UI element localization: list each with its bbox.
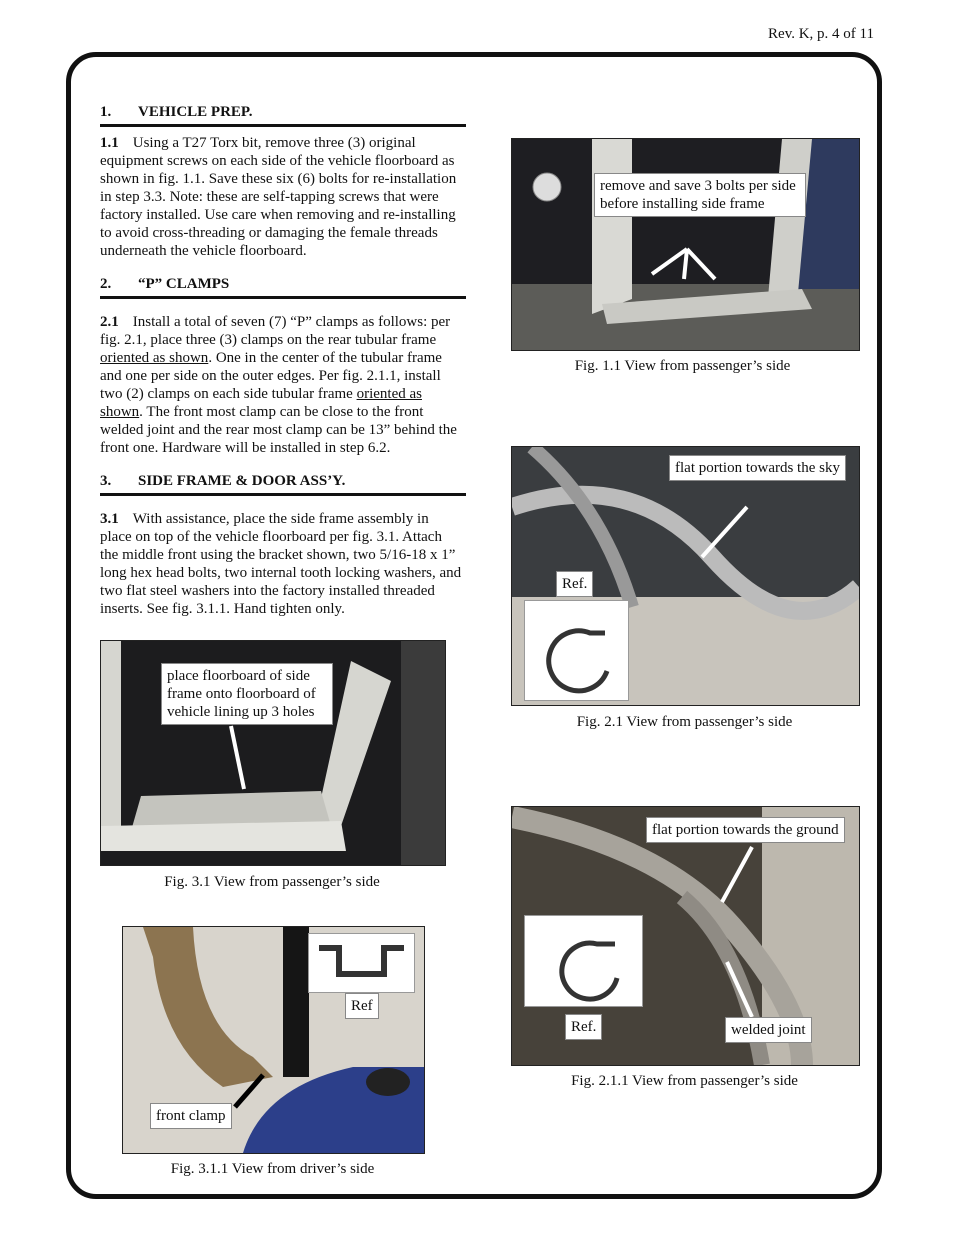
figure-3-1-1-caption: Fig. 3.1.1 View from driver’s side: [170, 1161, 375, 1177]
figure-2-1-1-ref-label: Ref.: [565, 1014, 602, 1040]
p-clamp-icon: [525, 601, 628, 700]
figure-2-1-caption: Fig. 2.1 View from passenger’s side: [576, 714, 793, 730]
step-text: With assistance, place the side frame assembly in place on top of the vehicle floorboard per fig. 3.1. Attach the middle front using the bracket shown, two 5/16-18 x 1” long hex head bolts, two internal tooth locking washers, and two flat steel washers into the factory installed threaded inserts. See fig. 3.1.1. Hand tighten only.: [100, 511, 462, 617]
step-1-1: [100, 134, 462, 260]
figure-3-1-1-photo: [122, 926, 425, 1154]
step-text-underlined: oriented as shown: [100, 386, 422, 420]
step-text: Using a T27 Torx bit, remove three (3) original equipment screws on each side of the vehicle floorboard as shown in fig. 1.1. Save these six (6) bolts for re-installation in step 3.3. Note: these are self-tapping screws that were factory installed. Use care when removing and re-installing to avoid cross-threading or damaging the female threads underneath the vehicle floorboard.: [100, 135, 457, 259]
section-title: VEHICLE PREP.: [138, 104, 253, 120]
step-2-1: [100, 313, 462, 457]
step-number: 3.1: [100, 511, 119, 527]
step-text: Install a total of seven (7) “P” clamps as follows: per fig. 2.1, place three (3) clamps on the rear tubular frame: [100, 314, 451, 348]
figure-2-1-ref-label: Ref.: [556, 571, 593, 597]
section-heading-p-clamps: [100, 276, 466, 299]
figure-2-1-photo: [511, 446, 860, 706]
figure-2-1-1-caption: Fig. 2.1.1 View from passenger’s side: [571, 1073, 798, 1089]
figure-1-1-image: [512, 139, 859, 350]
p-clamp-inset-image: [524, 600, 629, 701]
p-clamp-inset-image: [524, 915, 643, 1007]
figure-1-1-callout: remove and save 3 bolts per side before installing side frame: [594, 173, 806, 217]
figure-3-1-photo: [100, 640, 446, 866]
figure-1-1-caption: Fig. 1.1 View from passenger’s side: [574, 358, 791, 374]
step-text: . One in the center of the tubular frame and one per side on the outer edges. Per fig. 2.1.1, install two (2) clamps on each side tubular frame: [100, 350, 442, 402]
figure-3-1-1-ref-label: Ref: [345, 993, 379, 1019]
step-number: 2.1: [100, 314, 119, 330]
figure-3-1-callout: place floorboard of side frame onto floorboard of vehicle lining up 3 holes: [161, 663, 333, 725]
bracket-inset-image: [308, 933, 415, 993]
figure-1-1-photo: [511, 138, 860, 351]
section-title: “P” CLAMPS: [138, 276, 230, 292]
step-number: 1.1: [100, 135, 119, 151]
figure-3-1-caption: Fig. 3.1 View from passenger’s side: [164, 874, 380, 890]
section-heading-vehicle-prep: [100, 104, 466, 127]
section-heading-side-frame: [100, 473, 466, 496]
figure-2-1-1-welded-label: welded joint: [725, 1017, 812, 1043]
figure-2-1-1-photo: [511, 806, 860, 1066]
section-number: 1.: [100, 104, 112, 120]
bracket-icon: [309, 934, 414, 992]
step-text: . The front most clamp can be close to the front welded joint and the rear most clamp can be 13” behind the front one. Hardware will be installed in step 6.2.: [100, 404, 457, 456]
section-number: 3.: [100, 473, 112, 489]
section-number: 2.: [100, 276, 112, 292]
step-text-underlined: oriented as shown: [100, 350, 209, 366]
section-title: SIDE FRAME & DOOR ASS’Y.: [138, 473, 346, 489]
figure-2-1-callout: flat portion towards the sky: [669, 455, 846, 481]
page-revision: Rev. K, p. 4 of 11: [768, 26, 874, 42]
p-clamp-icon: [525, 916, 642, 1006]
step-3-1: [100, 510, 462, 618]
figure-3-1-1-clamp-label: front clamp: [150, 1103, 232, 1129]
figure-2-1-1-callout: flat portion towards the ground: [646, 817, 845, 843]
